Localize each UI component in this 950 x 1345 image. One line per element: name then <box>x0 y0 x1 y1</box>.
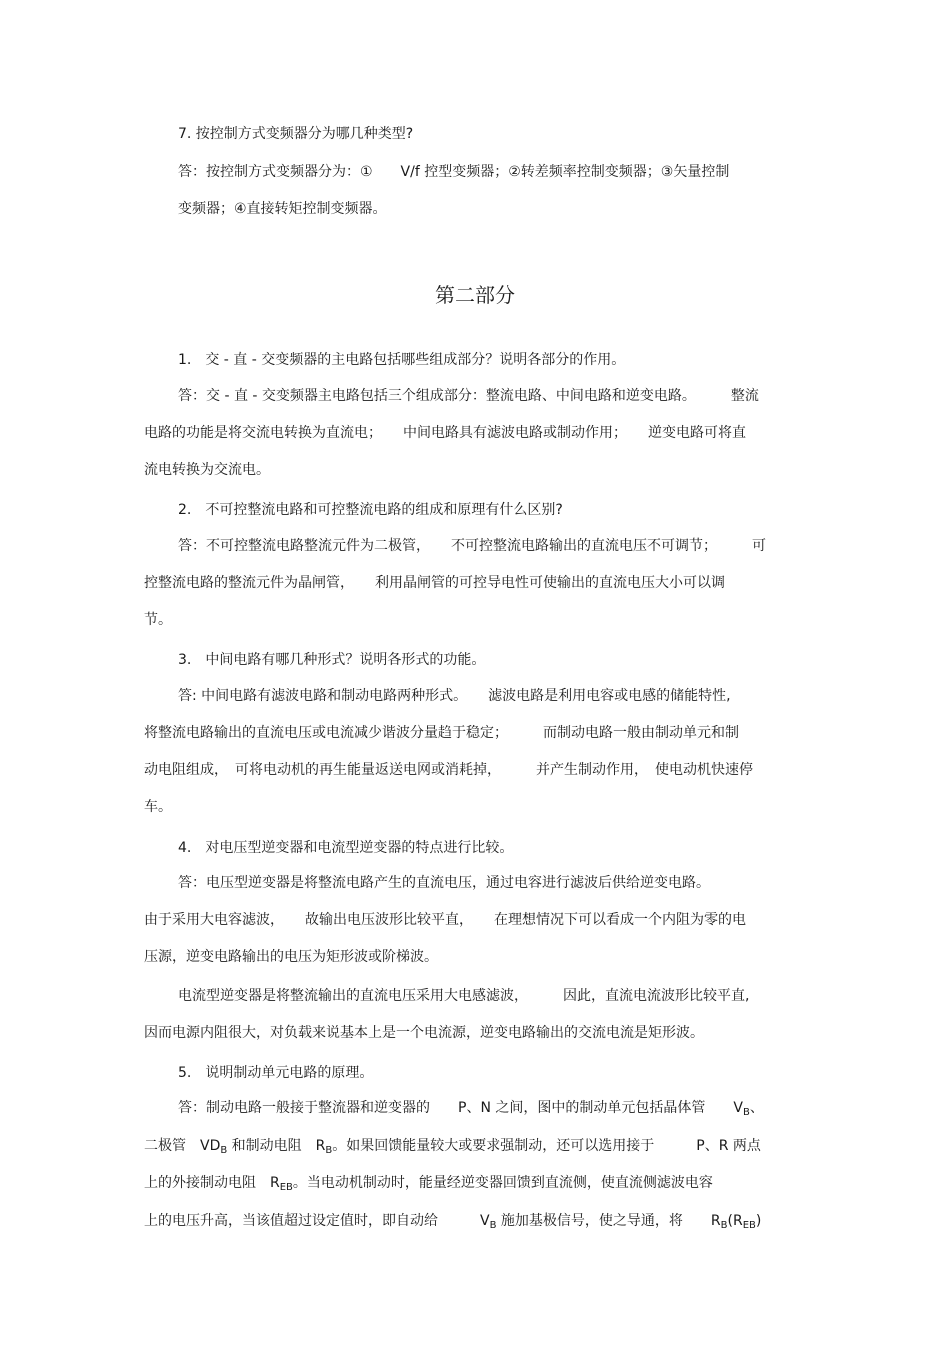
answer-2-line3: 节。 <box>144 612 172 628</box>
answer-5-line1: 答：制动电路一般接于整流器和逆变器的 P、N 之间，图中的制动单元包括晶体管 $V_B$、 <box>178 1100 764 1118</box>
answer-1-line2: 电路的功能是将交流电转换为直流电； 中间电路具有滤波电路或制动作用； 逆变电路可将直 <box>144 425 746 441</box>
answer-3-line4: 车。 <box>144 799 172 815</box>
answer-4-line4: 电流型逆变器是将整流输出的直流电压采用大电感滤波， 因此，直流电流波形比较平直, <box>178 988 750 1004</box>
question-4: 4. 对电压型逆变器和电流型逆变器的特点进行比较。 <box>178 840 514 856</box>
section-title: 第二部分 <box>435 283 515 307</box>
answer-3-line2: 将整流电路输出的直流电压或电流减少谐波分量趋于稳定； 而制动电路一般由制动单元和制 <box>144 725 739 741</box>
answer-4-line1: 答：电压型逆变器是将整流电路产生的直流电压，通过电容进行滤波后供给逆变电路。 <box>178 875 710 891</box>
answer-5-line2: 二极管 $VD_B$ 和制动电阻 $R_B$。如果回馈能量较大或要求强制动，还可以选用接于 P、R 两点 <box>144 1138 761 1156</box>
question-3: 3. 中间电路有哪几种形式？说明各形式的功能。 <box>178 652 486 668</box>
question-5: 5. 说明制动单元电路的原理。 <box>178 1065 374 1081</box>
answer-7-line2: 变频器；④直接转矩控制变频器。 <box>178 201 387 217</box>
answer-3-line3: 动电阻组成， 可将电动机的再生能量返送电网或消耗掉， 并产生制动作用， 使电动机快速停 <box>144 762 753 778</box>
answer-1-line1: 答：交 - 直 - 交变频器主电路包括三个组成部分：整流电路、中间电路和逆变电路。 整流 <box>178 388 759 404</box>
answer-4-line2: 由于采用大电容滤波， 故输出电压波形比较平直， 在理想情况下可以看成一个内阻为零的电 <box>144 912 746 928</box>
answer-4-line3: 压源，逆变电路输出的电压为矩形波或阶梯波。 <box>144 949 438 965</box>
answer-4-line5: 因而电源内阻很大，对负载来说基本上是一个电流源，逆变电路输出的交流电流是矩形波。 <box>144 1025 704 1041</box>
answer-5-line4: 上的电压升高，当该值超过设定值时，即自动给 $V_B$ 施加基极信号，使之导通，将 $R_B(R_{EB})$ <box>144 1213 762 1231</box>
answer-2-line2: 控整流电路的整流元件为晶闸管， 利用晶闸管的可控导电性可使输出的直流电压大小可以调 <box>144 575 725 591</box>
answer-2-line1: 答：不可控整流电路整流元件为二极管， 不可控整流电路输出的直流电压不可调节； 可 <box>178 538 766 554</box>
question-7: 7. 按控制方式变频器分为哪几种类型? <box>178 126 414 142</box>
answer-7-line1: 答：按控制方式变频器分为：① V/f 控型变频器；②转差频率控制变频器；③矢量控制 <box>178 164 730 180</box>
answer-3-line1: 答: 中间电路有滤波电路和制动电路两种形式。 滤波电路是利用电容或电感的储能特性, <box>178 688 731 704</box>
question-1: 1. 交 - 直 - 交变频器的主电路包括哪些组成部分？说明各部分的作用。 <box>178 352 626 368</box>
answer-1-line3: 流电转换为交流电。 <box>144 462 270 478</box>
question-2: 2. 不可控整流电路和可控整流电路的组成和原理有什么区别? <box>178 502 563 518</box>
answer-5-line3: 上的外接制动电阻 $R_{EB}$。当电动机制动时，能量经逆变器回馈到直流侧，使直流侧滤波电容 <box>144 1175 713 1193</box>
